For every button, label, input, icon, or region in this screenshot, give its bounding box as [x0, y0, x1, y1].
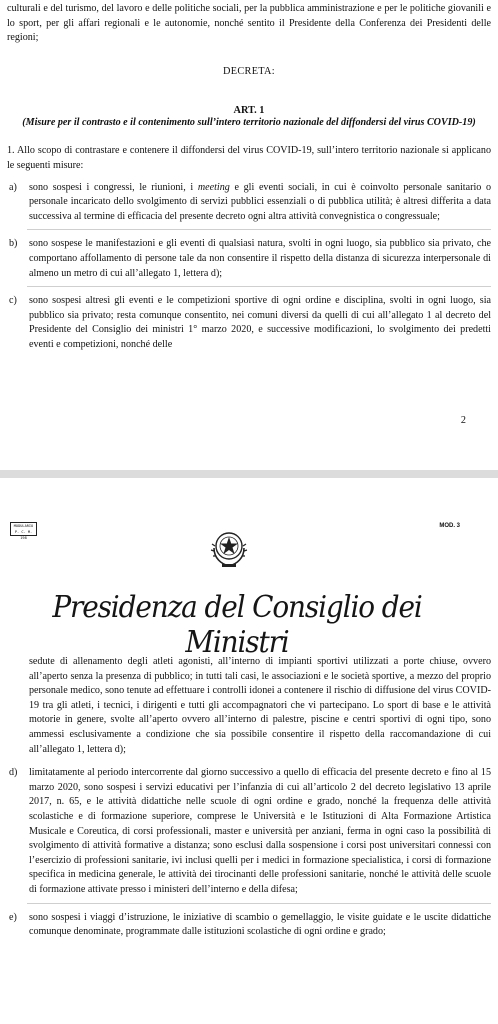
continuation-paragraph: sedute di allenamento degli atleti agonisti, all’interno di impianti sportivi utilizzati a porte chiuse, ovvero all’aperto senza la presenza di pubblico; in tutti tali casi, le associazioni e le società sportive, a mezzo del proprio personale medico, sono tenute ad effettuare i controlli idonei a contenere il rischio di diffusione del virus COVID-19 tra gli atleti, i tecnici, i dirigenti e tutti gli accompagnatori che vi partecipano. Lo sport di base e le attività motorie in genere, svolte all’aperto ovvero all’interno di palestre, piscine e centri sportivi di ogni tipo, sono ammessi esclusivamente a condizione che sia possibile consentire il rispetto della raccomandazione di cui all’allegato 1, lettera d);: [29, 656, 491, 755]
item-label: c): [9, 295, 17, 307]
list-item-e: [7, 911, 491, 940]
item-text-part: sono sospesi i congressi, le riunioni, i: [29, 181, 198, 193]
article-title: ART. 1: [233, 104, 265, 116]
item-text: [29, 181, 491, 225]
item-text: limitatamente al periodo intercorrente dal giorno successivo a quello di efficacia del presente decreto e fino al 15 marzo 2020, sono sospesi i servizi educativi per l’infanzia di cui all’articolo 2 del decreto legislativo 13 aprile 2017, n. 65, e le attività didattiche nelle scuole di ogni ordine e grado, nonché la frequenza delle attività scolastiche e di formazione superiore, comprese le Università e le Istituzioni di Alta Formazione Artistica Musicale e Coreutica, di corsi professionali, master e università per anziani, ferma in ogni caso la possibilità di svolgimento di attività formative a distanza; sono esclusi dalla sospensione i corsi post universitari connessi con l’esercizio di professioni sanitarie, ivi inclusi quelli per i medici in formazione specialistica, i corsi di formazione specifica in medicina generale, le attività dei tirocinanti delle professioni sanitarie, nonché le attività delle scuole di formazione attivate presso i ministeri dell’interno e della difesa;: [29, 767, 491, 895]
item-text: sono sospesi i viaggi d’istruzione, le iniziative di scambio o gemellaggio, le visite guidate e le uscite didattiche comunque denominate, programmate dalle istituzioni scolastiche di ogni ordine e grado;: [29, 911, 491, 938]
list-item-c: [7, 294, 491, 352]
divider: [27, 286, 491, 287]
page-number: 2: [460, 415, 466, 426]
item-text-part: e gli eventi sociali, in cui è coinvolto personale sanitario o personale incaricato dello svolgimento di servizi pubblici essenziali o di pubblica utilità; è altresì differita a data successiva al termine di efficacia del presente decreto ogni altra attività convegnistica o congressuale;: [29, 181, 492, 222]
item-text-emphasis: meeting: [197, 181, 230, 193]
list-item-d: [7, 766, 491, 897]
stamp-line: MODULARIO: [13, 524, 34, 528]
article-lead-paragraph: 1. Allo scopo di contrastare e contenere il diffondersi del virus COVID-19, sull’intero territorio nazionale si applicano le seguenti misure:: [7, 145, 491, 171]
article-subtitle: (Misure per il contrasto e il contenimento sull’intero territorio nazionale del diffondersi del virus COVID-19): [22, 116, 476, 128]
italian-emblem-icon: [208, 526, 250, 570]
letterhead-text: Presidenza del Consiglio dei Ministri: [52, 590, 422, 660]
modulario-stamp: [10, 522, 37, 540]
item-label: d): [9, 767, 18, 779]
divider: [27, 903, 491, 904]
letterhead: [22, 576, 452, 660]
mod-label: MOD. 3: [439, 523, 460, 529]
document-page-1: [0, 0, 498, 470]
item-label: e): [9, 911, 17, 923]
list-item-b: [7, 237, 491, 281]
decreta-heading: DECRETA:: [223, 65, 275, 77]
divider: [27, 229, 491, 230]
document-page-2: [0, 478, 498, 1024]
intro-paragraph: culturali e del turismo, del lavoro e delle politiche sociali, per la pubblica amministrazione e per le politiche giovanili e lo sport, per gli affari regionali e le autonomie, nonché sentito il Presidente della Conferenza dei Presidenti delle regioni;: [7, 3, 491, 44]
page2-body: [7, 655, 491, 940]
list-item-a: [7, 181, 491, 225]
item-label: b): [9, 238, 18, 250]
item-label: a): [9, 181, 17, 193]
stamp-line: P. C. M. 198: [14, 530, 33, 540]
item-text: sono sospese le manifestazioni e gli eventi di qualsiasi natura, svolti in ogni luogo, sia pubblico sia privato, che comportano affollamento di persone tale da non consentire il rispetto della distanza di sicurezza interpersonale di almeno un metro di cui all’allegato 1, lettera d);: [29, 238, 491, 279]
item-text: sono sospesi altresì gli eventi e le competizioni sportive di ogni ordine e disciplina, svolti in ogni luogo, sia pubblico sia privato; resta comunque consentito, nei comuni diversi da quelli di cui all’allegato 1 al decreto del Presidente del Consiglio dei ministri 1° marzo 2020, e successive modificazioni, lo svolgimento dei predetti eventi e competizioni, nonché delle: [29, 295, 491, 350]
